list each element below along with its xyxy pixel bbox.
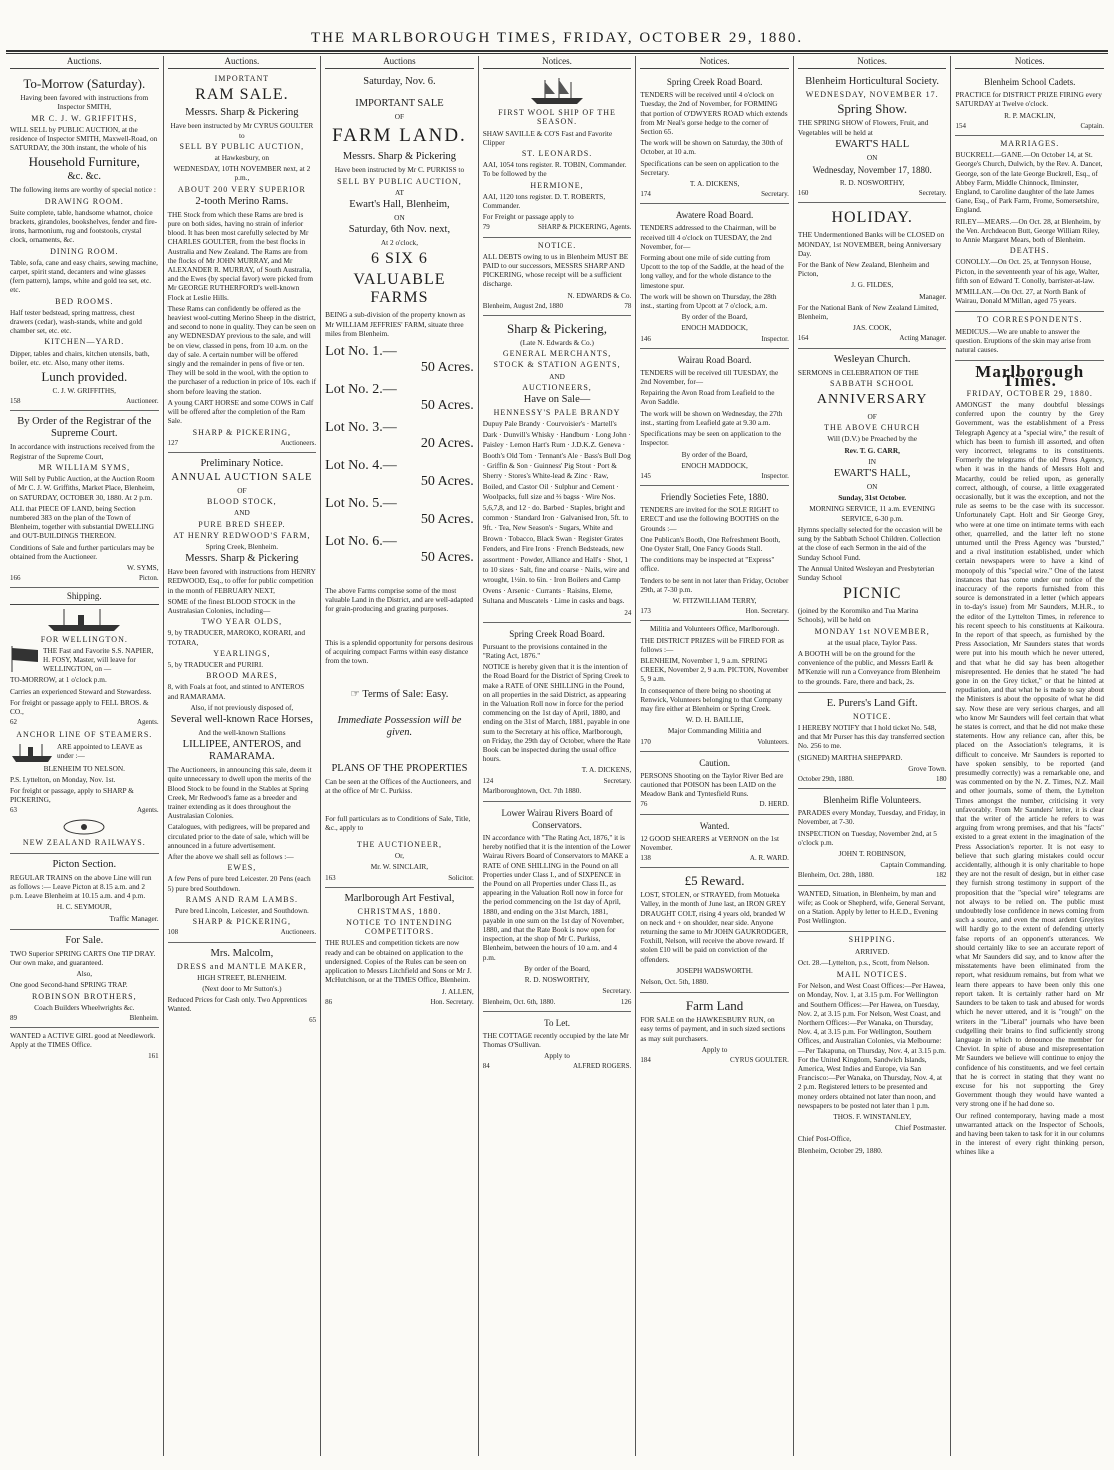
picton-section: Picton Section. REGULAR TRAINS on the above Line will run as follows :— Leave Picton at 8.15 a.m. and 2 p.m. Leave Blenheim at 10.15 a.m. and 4 p.m. H. C. SEYMOUR, Traffic Manager. (10, 854, 159, 930)
column-head: Notices. (798, 56, 947, 69)
farm-land-sale: Saturday, Nov. 6. IMPORTANT SALE OF FARM LAND. Messrs. Sharp & Pickering Have been instructed by Mr C. PURKISS to SELL BY PUBLIC AUCTION, AT Ewart's Hall, Blenheim, ON Saturday, 6th Nov. next, At 2 o'clock, 6 SIX 6 VALUABLE FARMS BEING a sub-division of the property known as Mr WILLIAM JEFFRIES' FARM, situate three miles from Blenheim. Lot No. 1.— 50 Acres. Lot No. 2.— 50 Acres. Lot No. 3.— 20 Acres. Lot No. 4.— 50 Acres. Lot No. 5.— 50 Acres. Lot No. 6.— 50 Acres. The above Farms comprise some of the most valuable Land in the District, and are well-adapted for grain-producing and grazing purposes. This is a splendid opportunity for persons desirous of acquiring compact Farms within easy distance from the town. ☞ Terms of Sale: Easy. Immediate Possession will be given. PLANS OF THE PROPERTIES Can be seen at the Offices of the Auctioneers, and at the office of Mr C. Purkiss. For full particulars as to Conditions of Sale, Title, &c., apply to THE AUCTIONEER, Or, Mr. W. SINCLAIR, 163 Solicitor. (325, 71, 474, 888)
correspondents: TO CORRESPONDENTS. MEDICUS.—We are unable to answer the question. Eruptions of the skin may arise from natural causes. (955, 312, 1104, 361)
masthead-rule (6, 50, 1108, 52)
furniture-auction: To-Morrow (Saturday). Having been favored with instructions from Inspector SMITH, MR C. J. W. GRIFFITHS, WILL SELL by PUBLIC AUCTION, at the residence of Inspector SMITH, Maxwell-Road, on SATURDAY, the 30th instant, the whole of his Household Furniture, &c. &c. The following items are worthy of special notice : DRAWING ROOM. Suite complete, table, handsome whatnot, choice brackets, girandoles, bookshelves, fender and fire-irons, harmonium, rug and footstools, crystal clock, ornaments, &c. DINING ROOM. Table, sofa, cane and easy chairs, sewing machine, carpet, spirit stand, decanters and wine glasses (fern pattern), lamps, white and gold tea set, etc. etc. BED ROOMS. Half tester bedstead, spring mattress, chest drawers (cedar), wash-stands, white and gold chamber set, etc. etc. KITCHEN—YARD. Dipper, tables and chairs, kitchen utensils, bath, boiler, etc. etc. Also, many other items. Lunch provided. C. J. W. GRIFFITHS, 158 Auctioneer. (10, 71, 159, 411)
masthead-rule-thin (6, 53, 1108, 54)
marriages: MARRIAGES. BUCKRELL—GANE.—On October 14, at St. George's Church, Dulwich, by the Rev. A. Dancet, George, son of the late George Buckrell, Esq., of Abbey Farm, Middle Chinnock, Ilminster, England, to Caroline daughter of the late James Gane, Esq., of Park Farm, Frome, Somersetshire, England. RILEY—MEARS.—On Oct. 28, at Blenheim, by the Ven. Archdeacon Butt, George William Riley, to Annie Margaret Mears, both of Blenheim. DEATHS. CONOLLY.—On Oct. 25, at Tennyson House, Picton, in the seventeenth year of his age, Walter, fifth son of Edward T. Conolly, barrister-at-law. M'MILLAN.—On Oct. 27, at North Bank of Wairau, Donald M'Millan, aged 75 years. (955, 136, 1104, 312)
school-cadets: Blenheim School Cadets. PRACTICE for DISTRICT PRIZE FIRING every SATURDAY at Twelve o'clock. R. P. MACKLIN, 154 Captain. (955, 71, 1104, 136)
column-head: Auctions. (10, 56, 159, 69)
railway-crest-icon (54, 818, 114, 836)
column-head: Notices. (955, 56, 1104, 69)
tender-awatere: Awatere Road Board. TENDERS addressed to the Chairman, will be received till 4 o'clock on TUESDAY, the 2nd November, for— Forming about one mile of side cutting from Upcott to the top of the Saddle, at the head of the long valley, and for the whole distance to the limestone spur. The work will be shown on Thursday, the 28th inst., starting from Upcott at 7 o'clock, a.m. By order of the Board, ENOCH MADDOCK, 146 Inspector. (640, 204, 789, 348)
tender-spring-creek: Spring Creek Road Board. TENDERS will be received until 4 o'clock on Tuesday, the 2nd of November, for FORMING that portion of O'DWYERS ROAD which extends from Mr Neal's gorse hedge to the corner of Section 65. The work will be shown on Saturday, the 30th of October, at 10 a.m. Specifications can be seen on application to the Secretary. T. A. DICKENS, 174 Secretary. (640, 71, 789, 204)
lot-item: Lot No. 6.— 50 Acres. (325, 534, 474, 566)
lot-item: Lot No. 2.— 50 Acres. (325, 382, 474, 414)
land-gift-notice: E. Purers's Land Gift. NOTICE. I HEREBY NOTIFY that I hold ticket No. 548, and that Mr Purser has this day transferred section No. 256 to me. (SIGNED) MARTHA SHEPPARD. Grove Town. October 29th, 1880. 180 (798, 693, 947, 789)
lot-item: Lot No. 3.— 20 Acres. (325, 420, 474, 452)
wesleyan-church: Wesleyan Church. SERMONS in CELEBRATION OF THE SABBATH SCHOOL ANNIVERSARY OF THE ABOVE CHURCH Will (D.V.) be Preached by the Rev. T. G. CARR, IN EWART'S HALL, ON Sunday, 31st October. MORNING SERVICE, 11 a.m. EVENING SERVICE, 6-30 p.m. Hymns specially selected for the occasion will be sung by the Sabbath School Children. Collection at the close of each Sermon in the aid of the Sunday School Fund. The Annual United Wesleyan and Presbyterian Sunday School PICNIC (joined by the Koromiko and Tua Marina Schools), will be held on MONDAY 1st NOVEMBER, at the usual place, Taylor Pass. A BOOTH will be on the ground for the convenience of the public, and Messrs Earll & M'Kenzie will run a Conveyance from Blenheim to the grounds. Fare, there and back, 2s. (798, 349, 947, 693)
horticultural-society: Blenheim Horticultural Society. WEDNESDAY, NOVEMBER 17. Spring Show. THE SPRING SHOW of Flowers, Fruit, and Vegetables will be held at EWART'S HALL ON Wednesday, November 17, 1880. R. D. NOSWORTHY, 160 Secretary. (798, 71, 947, 203)
ram-sale: IMPORTANT RAM SALE. Messrs. Sharp & Pickering Have been instructed by Mr CYRUS GOULTER to SELL BY PUBLIC AUCTION, at Hawkesbury, on WEDNESDAY, 10TH NOVEMBER next, at 2 p.m., ABOUT 200 VERY SUPERIOR 2-tooth Merino Rams. THE Stock from which these Rams are bred is pure on both sides, having no strain of inferior blood. It has been most carefully selected by Mr CHARLES GOULTER, from the best flocks in Australia and New Zealand. The Rams are from the flocks of Mr JOHN MURRAY, and Mr ALEXANDER R. MURRAY, of South Australia, and the Ewes (by special favor) were picked from Mr GEORGE RUTHERFORD's well-known Flock at Leslie Hills. These Rams can confidently be offered as the heaviest wool-cutting Merino Sheep in the district, and second to none in quality. They can be seen on any WEDNESDAY previous to the sale, and will be on view, classed in pens, from 10 a.m. on the day of sale. A certain number will be offered singly and the remainder in pens of five or ten. They will be sold in the wool, with the option to the purchaser of a reduction in price of 10s. each if shorn before leaving the station. A young CART HORSE and some COWS in Calf will be offered after the completion of the Ram Sale. SHARP & PICKERING, 127 Auctioneers. (168, 71, 317, 453)
militia-notice: Militia and Volunteers Office, Marlborough. THE DISTRICT PRIZES will be FIRED FOR as follows :— BLENHEIM, November 1, 9 a.m. SPRING CREEK, November 2, 9 a.m. PICTON, November 5, 9 a.m. In consequence of there being no shooting at Renwick, Volunteers belonging to that Company may fire either at Blenheim or Spring Creek. W. D. H. BAILLIE, Major Commanding Militia and 170 Volunteers. (640, 621, 789, 751)
land-auction: By Order of the Registrar of the Supreme Court. In accordance with instructions received from the Registrar of the Supreme Court, MR WILLIAM SYMS, Will Sell by Public Auction, at the Auction Room of Mr C. J. W. Griffiths, Market Place, Blenheim, on SATURDAY, OCTOBER 30, 1880. At 2 p.m. ALL that PIECE OF LAND, being Section numbered 383 on the plan of the Town of Blenheim, together with substantial DWELLING and OUT-BUILDINGS THEREON. Conditions of Sale and further particulars may be obtained from the Auctioneer. W. SYMS, 166 Picton. (10, 411, 159, 588)
steamship-icon (44, 607, 124, 633)
dressmaker-ad: Mrs. Malcolm, DRESS and MANTLE MAKER, HIGH STREET, BLENHEIM. (Next door to Mr Sutton's.) Reduced Prices for Cash only. Two Apprentices Wanted. 65 (167, 947, 317, 1024)
shipping: Shipping. FOR WELLINGTON. THE Fast and Favorite S.S. NAPIER, H. FOSY, Master, will leave for WELLINGTON, on — TO-MORROW, at 1 o'clock p.m. Carries an experienced Steward and Stewardess. For freight or passage apply to FELL BROS. & CO., 62 Agents. ANCHOR LINE OF STEAMERS. ARE appointed to LEAVE as under :— BLENHEIM TO NELSON. P.S. Lyttelton, on Monday, Nov. 1st. For freight or passage, apply to SHARP & PICKERING, 63 Agents. NEW ZEALAND RAILWAYS. (10, 588, 159, 853)
column-1 (6, 56, 164, 1456)
for-sale: For Sale. TWO Superior SPRING CARTS One TIP DRAY. Our own make, and guaranteed. Also, One good Second-hand SPRING TRAP. ROBINSON BROTHERS, Coach Builders Wheelwrights &c. 89 Blenheim. (10, 930, 159, 1028)
art-festival: Marlborough Art Festival, CHRISTMAS, 1880. NOTICE TO INTENDING COMPETITORS. THE RULES and competition tickets are now ready and can be obtained on application to the undersigned. Copies of the Rules can be seen on application to Messrs Litchfield and Sons or Mr J. McHutchison, or at the TIMES Office, Blenheim. J. ALLEN, 86 Hon. Secretary. (325, 892, 474, 1006)
tender-wairau: Wairau Road Board. TENDERS will be received till TUESDAY, the 2nd November, for— Repairing the Avon Road from Leafield to the Avon Saddle. The work will be shown on Wednesday, the 27th inst., starting from Leafield gate at 9.30 a.m. Specifications may be seen on application to the Inspector. By order of the Board, ENOCH MADDOCK, 145 Inspector. (640, 349, 789, 486)
ad-title: To-Morrow (Saturday). (23, 76, 146, 92)
lower-wairau-notice: Lower Wairau Rivers Board of Conservators. IN accordance with "The Rating Act, 1876," it is hereby notified that it is the intention of the Lower Wairau Rivers Board of Conservators to MAKE a RATE of ONE SHILLING in the Pound on all Properties under Class I., and of SIXPENCE in the Pound on all Properties under Class II., as appearing in the Valuation Roll now in force for the period commencing on the 1st day of April, 1880, and ending on the 31st March, 1881, payable in one sum on the 1st day of November, 1880, and that the Rate Book is now open for inspection, at the shop of Mr C. Purkiss, Blenheim, between the hours of 10 a.m. and 4 p.m. By order of the Board, R. D. NOSWORTHY, Secretary. Blenheim, Oct. 6th, 1880. 126 (483, 802, 632, 1012)
column-3 (321, 56, 479, 1456)
steamer-icon (10, 742, 54, 764)
blood-stock-sale: Preliminary Notice. ANNUAL AUCTION SALE OF BLOOD STOCK, AND PURE BRED SHEEP. AT HENRY REDWOOD'S FARM, Spring Creek, Blenheim. Messrs. Sharp & Pickering Have been favored with instructions from HENRY REDWOOD, Esq., to offer for public competition in the month of FEBRUARY NEXT, SOME of the finest BLOOD STOCK in the Australasian Colonies, including— TWO YEAR OLDS, 9, by TRADUCER, MAROKO, KORARI, and TOTARA, YEARLINGS, 5, by TRADUCER and PURIRI. BROOD MARES, 8, with Foals at foot, and stinted to ANTEROS and RAMARAMA. Also, if not previously disposed of, Several well-known Race Horses, And the well-known Stallions LILLIPEE, ANTEROS, and RAMARAMA. The Auctioneers, in announcing this sale, deem it quite unnecessary to dwell upon the merits of the Blood Stock to be found in the Stables at Spring Creek, Mr Redwood's fame as a breeder and trainer extending as it does throughout the Australasian Colonies. Catalogues, with pedigrees, will be prepared and circulated prior to the date of sale, which will be announced in a future advertisement. After the above we shall sell as follows :— EWES, A few Pens of pure bred Leicester. 20 Pens (each 5) pure bred Southdown. RAMS AND RAM LAMBS. Pure bred Lincoln, Leicester, and Southdown. SHARP & PICKERING, 108 Auctioneers. (168, 453, 317, 943)
column-head: Notices. (640, 56, 789, 69)
sailing-ship-icon (527, 76, 587, 106)
lot-item: Lot No. 4.— 50 Acres. (325, 458, 474, 490)
shipping-mail: SHIPPING. ARRIVED. Oct. 28.—Lyttelton, p.s., Scott, from Nelson. MAIL NOTICES. For Nelson, and West Coast Offices:—Per Hawea, on Monday, Nov. 1, at 3.15 p.m. For Wellington and Southern Offices:—Per Hawea, on Tuesday, Nov. 2, at 3.15 p.m. For Nelson, West Coast, and Northern Offices:—Per Wanaka, on Thursday, Nov. 4, at 3.15 p.m. For Wellington, Southern Offices, and Australian Colonies, via Melbourne:—Per Takapuna, on Thursday, Nov. 4, at 3.15 p.m. For the United Kingdom, Sandwich Islands, America, West Indies and Europe, via San Francisco:—Per Wanaka, on Thursday, Nov. 4, at 2 p.m. Registered letters to be presented and money orders obtained not later than noon, and newspapers to be posted not later than 1 p.m. THOS. F. WINSTANLEY, Chief Postmaster. Chief Post-Office, Blenheim, October 29, 1880. (797, 935, 947, 1155)
column-6 (794, 56, 952, 1456)
reward-notice: £5 Reward. LOST, STOLEN, or STRAYED, from Motueka Valley, in the month of June last, an IRON GREY DRAUGHT COLT, rising 4 years old, branded W on neck and + on shoulder, near side. Anyone returning the same to Mr JOHN GAUKRODGER, Foxhill, Nelson, will receive the above reward. If stolen £10 will be paid on conviction of the offenders. JOSEPH WADSWORTH. Nelson, Oct. 5th, 1880. (640, 868, 789, 993)
column-head: Notices. (483, 56, 632, 69)
wool-ship-notice: FIRST WOOL SHIP OF THE SEASON. SHAW SAVILLE & CO'S Fast and Favorite Clipper ST. LEONARDS. AAI, 1054 tons register. R. TOBIN, Commander. To be followed by the HERMIONE, AAI, 1120 tons register. D. T. ROBERTS, Commander. For Freight or passage apply to 79 SHARP & PICKERING, Agents. (483, 71, 632, 237)
columns (6, 56, 1108, 1456)
editorial: Marlborough Times. FRIDAY, OCTOBER 29, 1880. AMONGST the many doubtful blessings conferred upon the country by the Grey Government, was the establishment of a Press Telegraph Agency at a "special wire," the result of which has been to furnish ill assorted, and often very incorrect, telegrams to its constituents. Formerly the telegrams of the old Press Agency, when it was in the hands of Messrs Holt and Macarthy, could be relied upon, as generally correct, although, of course, a little exaggerated occasionally, but it was the exception, and not the rule as seems to be the case with its successor. Unfortunately Capt. Holt and Sir George Grey, who were at one time on intimate terms with each other, quarrelled, and the latter left no stone unturned until the Press Agency was "bursted," and a rival institution established, under which certain newspapers were to have a kind of monopoly of this "special wire." One of the latest instances that has come under our notice of the inaccuracy of the reports furnished from this source is demonstrated in a letter (which appears in to-day's issue) from Mr Saunders, M.H.R., to the editor of the Lyttelton Times, in reference to his recent speech to his constituents at Kaikoura. In the report of that speech, as furnished by the Press Association, Mr Saunders states that words were put into his mouth which he never uttered, and that what he did say has been altogether misrepresented. He denies that he stated "he had gone in on the Grey ticket," or that he hinted at repudiation, and that what he is made to say about the Ministers is about the opposite of what he did say. Now these are very serious charges, and all who know Mr Saunders will feel certain that what he states is correct, and that he did not make these statements. How any reliance can, after this, be placed on the Association's telegrams, it is difficult to conceive. Mr Saunders is reported to have spoken sensibly, to be reported (and presumedly correctly) was a remarkable one, and was commented on by the N. Z. Times, N.Z. Mail and other journals, some of them, the Lyttelton Times amongst the number, criticising it very unfavorably. From Mr Saunders' letter, it is clear that the writer of the article he refers to was arguing from wrong premises, and that his "facts" existed to a great extent in the imagination of the Press Association's reporter. It is not easy to believe that such glaring mistakes could occur accidentally, although it is only charitable to hope they are not the result of design, but in either case they furnish strong testimony in support of the proposition that the "special wire" telegrams are not always to be relied on. The public must undoubtedly lose confidence in news coming from such a source, and even the most ardent Greyites will hardly go to the extent of defending utterly false reports of an opponent's utterances. We should certainly like to see an accurate report of what Mr Saunders did say, and to know after the misstatements have been eliminated from the report, what residuum remains, but from what we learn there appears to have been only this one report taken. It is certainly rather hard on Mr Saunders to be taken to task and abused for words which he never uttered, and it is "rough" on the writers in the "Liberal" journals who have been cudgelling their brains to find sufficiently strong language in which to denounce the member for Cheviot. In spite of abuse and misrepresentation Mr Saunders we believe will continue to enjoy the confidence of his constituents, and we feel certain that he is correct in stating that they want no excuse for his not supporting the Grey Government though they would have wanted a very strong one if he had done so. Our refined contemporary, having made a most unwarranted attack on the Inspector of Schools, and having been taken to task for it in our columns in the interest of every right thinking person, whines like a (955, 362, 1105, 1157)
lot-item: Lot No. 5.— 50 Acres. (325, 496, 474, 528)
column-2 (164, 56, 322, 1456)
farm-land-notice: Farm Land FOR SALE on the HAWKESBURY RUN, on easy terms of payment, and in such sized sections as may suit purchasers. Apply to 184 CYRUS GOULTER. (640, 998, 789, 1065)
column-5 (636, 56, 794, 1456)
merchants-ad: Sharp & Pickering, (Late N. Edwards & Co.) GENERAL MERCHANTS, STOCK & STATION AGENTS, AND AUCTIONEERS, Have on Sale— HENNESSY'S PALE BRANDY Dupuy Pale Brandy · Courvoisier's · Martell's Dark · Dunvill's Whisky · Handburn · Long John · Paisley · Lemon Hart's Rum · J.D.K.Z. Geneva · Booth's Old Tom · Tennant's Ale · Bass's Bull Dog · Griffin & Son · Guinness' Pig Stout · Port & Sherry · Stores's White-lead & Zinc · Raw, Boiled, and Castor Oil · Sulphur and Cement · Woolpacks, full size and ⅔ bagss · Wire Nos. 5,6,7,8, and 12 · do. Barbed · Staples, bright and common · Standard Iron · Galvanised Iron, 5ft. to 9ft. · Tea, New Season's · Sugars, White and Brown · Tobacco, Black Swan · Register Grates Fenders, and Fire Irons · French Bedsteads, new assortment · Powder, Alliance and Hall's · Shot, 1 to 10 sizes · Salt, fine and coarse · Nails, wire and wrought, 1½in. to 6in. · Iron Boilers and Camp Ovens · Arsenic · Currants · Raisins, Eleme, Sultana and Muscatels · Lime in casks and bags. 24 (483, 316, 632, 623)
wanted-girl: WANTED a ACTIVE GIRL good at Needlework. Apply at the TIMES Office. 161 (10, 1031, 159, 1060)
masthead: THE MARLBOROUGH TIMES, FRIDAY, OCTOBER 29, 1880. (310, 30, 804, 46)
holiday-notice: HOLIDAY. THE Undermentioned Banks will be CLOSED on MONDAY, 1st NOVEMBER, being Anniversary Day. For the Bank of New Zealand, Blenheim and Picton, J. G. FILDES, Manager. For the National Bank of New Zealand Limited, Blenheim, JAS. COOK, 164 Acting Manager. (798, 203, 947, 348)
debts-notice: NOTICE. ALL DEBTS owing to us in Blenheim MUST BE PAID to our successors, MESSRS SHARP AND PICKERING, whose receipt will be a sufficient discharge. N. EDWARDS & Co. Blenheim, August 2nd, 1880 78 (483, 238, 632, 316)
editorial-masthead: Marlborough Times. (975, 362, 1085, 391)
wanted-shearers: Wanted. 12 GOOD SHEARERS at VERNON on the 1st November. 138 A. R. WARD. (640, 815, 789, 869)
lot-item: Lot No. 1.— 50 Acres. (325, 344, 474, 376)
caution-notice: Caution. PERSONS Shooting on the Taylor River Bed are cautioned that POISON has been LAID on the Meadow Bank and Tyntesfield Runs. 76 D. HERD. (640, 752, 789, 815)
column-head: Auctions (325, 56, 474, 69)
column-head: Auctions. (168, 56, 317, 69)
rifle-volunteers: Blenheim Rifle Volunteers. PARADES every Monday, Tuesday, and Friday, in November, at 7-30. INSPECTION on Tuesday, November 2nd, at 5 o'clock p.m. JOHN T. ROBINSON, Captain Commanding. Blenheim, Oct. 28th, 1880. 182 (798, 789, 947, 885)
column-7 (951, 56, 1108, 1456)
lot-list (325, 344, 474, 566)
column-4 (479, 56, 637, 1456)
wanted-situation: WANTED, Situation, in Blenheim, by man and wife; as Cook or Shepherd, wife, General Servant, on a Station. Apply by letter to H.E.D., Evening Post Wellington. (798, 886, 947, 933)
flag-icon (10, 646, 40, 672)
spring-creek-rate: Spring Creek Road Board. Pursuant to the provisions contained in the "Rating Act, 1876." NOTICE is hereby given that it is the intention of the Road Board for the District of Spring Creek to make a RATE of ONE SHILLING in the Pound, on all properties in the said District, as appearing in the Valuation Roll now in force for the period commencing on the 1st day of April, 1880, and ending on the 31st of March, 1881, payable in one sum to the Secretary at his office, Marlborough, on Friday, the 29th day of October, where the Rate Book can be inspected during the usual office hours. T. A. DICKENS, 124 Secretary. Marlboroughtown, Oct. 7th 1880. (483, 623, 632, 802)
friendly-societies: Friendly Societies Fete, 1880. TENDERS are invited for the SOLE RIGHT to ERECT and use the following BOOTHS on the Grounds :— One Publican's Booth, One Refreshment Booth, One Oyster Stall, One Fancy Goods Stall. The conditions may be inspected at "Express" office. Tenders to be sent in not later than Friday, October 29th, at 7-30 p.m. W. FITZWILLIAM TERRY, 173 Hon. Secretary. (640, 486, 789, 621)
to-let: To Let. THE COTTAGE recently occupied by the late Mr Thomas O'Sullivan. Apply to 84 ALFRED ROGERS. (482, 1017, 632, 1071)
